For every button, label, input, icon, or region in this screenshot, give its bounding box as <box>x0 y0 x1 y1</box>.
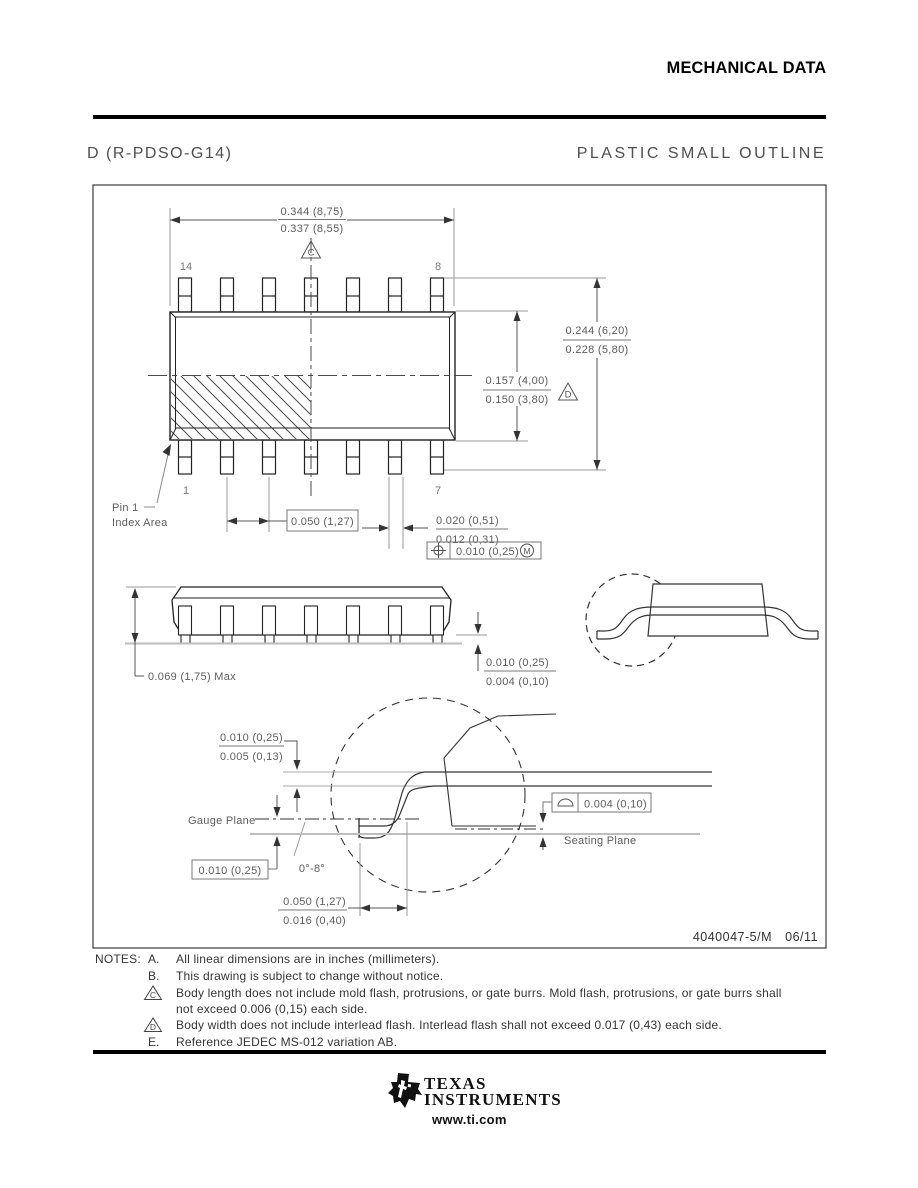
dim-lead-width <box>362 477 541 559</box>
svg-text:C: C <box>149 990 157 1000</box>
note-ref-c-letter: C <box>307 247 315 259</box>
dim-pitch <box>227 477 358 532</box>
pin-number-14: 14 <box>179 261 193 273</box>
texas-state-icon <box>388 1072 422 1109</box>
dim-overall-length-min-label: 0.337 (8,55) <box>280 223 344 235</box>
note-e-id: E. <box>148 1035 160 1049</box>
angle-line <box>294 822 305 856</box>
dim-lead-width-max-label: 0.020 (0,51) <box>436 515 499 527</box>
seating-plane-symbol-icon <box>558 799 573 806</box>
top-view <box>112 206 631 559</box>
note-a-text: All linear dimensions are in inches (millimeters). <box>176 952 440 966</box>
dim-lead-span-min-label: 0.228 (5,80) <box>565 344 629 356</box>
brand-line1: TEXAS <box>424 1074 487 1093</box>
dim-foot-length-min-label: 0.016 (0,40) <box>283 915 346 927</box>
mmc-modifier-letter: M <box>523 546 531 556</box>
dim-foot-length <box>278 822 407 927</box>
note-b-text: This drawing is subject to change without notice. <box>176 969 444 983</box>
dim-standoff-max-label: 0.010 (0,25) <box>486 657 549 669</box>
pin-number-1: 1 <box>182 485 190 497</box>
pin1-index-label <box>112 444 171 529</box>
end-left-lead <box>597 607 653 639</box>
flatness-frame <box>540 793 652 850</box>
end-view <box>586 574 818 666</box>
pin1-label-line2: Index Area <box>112 517 168 529</box>
note-c-text-line2: not exceed 0.006 (0,15) each side. <box>176 1002 368 1016</box>
dim-standoff-min-label: 0.004 (0,10) <box>486 676 549 688</box>
dim-lead-thickness-min-label: 0.005 (0,13) <box>220 751 283 763</box>
dim-body-width-min-label: 0.150 (3,80) <box>485 394 549 406</box>
flatness-tolerance-label: 0.004 (0,10) <box>584 798 647 811</box>
pin1-label-line1: Pin 1 <box>112 502 139 514</box>
dim-foot-length-max-label: 0.050 (1,27) <box>283 896 346 908</box>
angle-range-label: 0°-8° <box>298 863 326 875</box>
note-a-id: A. <box>148 952 160 966</box>
package-code: D (R-PDSO-G14) <box>87 145 233 162</box>
tolerance-position-label: 0.010 (0,25) <box>456 546 519 558</box>
dim-body-width-max-label: 0.157 (4,00) <box>485 375 549 387</box>
revision-date: 06/11 <box>785 930 818 944</box>
note-d-triangle-icon <box>143 1017 163 1033</box>
notes-heading: NOTES: <box>95 952 141 966</box>
dim-lead-thickness-max-label: 0.010 (0,25) <box>220 732 283 744</box>
pin1-index-hatch <box>171 376 311 439</box>
dim-gauge-to-seating <box>192 795 281 879</box>
dim-height-label: 0.069 (1,75) Max <box>148 671 236 683</box>
note-d-text: Body width does not include interlead flash. Interlead flash shall not exceed 0.017 (0,43) each side. <box>176 1018 722 1032</box>
page-title: MECHANICAL DATA <box>666 58 826 77</box>
dim-body-width <box>456 311 578 441</box>
footer-rule <box>93 1050 826 1054</box>
lead-detail-view <box>188 698 712 927</box>
pin-number-8: 8 <box>434 261 442 273</box>
dim-overall-length-max-label: 0.344 (8,75) <box>280 206 344 218</box>
package-name: PLASTIC SMALL OUTLINE <box>576 145 826 162</box>
svg-text:D: D <box>149 1022 157 1032</box>
note-b-id: B. <box>148 969 160 983</box>
dim-standoff <box>456 612 556 688</box>
end-right-lead <box>762 607 818 639</box>
dim-pitch-label: 0.050 (1,27) <box>291 516 354 528</box>
seating-plane-label: Seating Plane <box>564 835 637 847</box>
dim-gauge-to-seating-label: 0.010 (0,25) <box>198 865 262 877</box>
website-label: www.ti.com <box>432 1112 507 1127</box>
brand-line2: INSTRUMENTS <box>424 1090 562 1109</box>
pin-number-7: 7 <box>434 485 442 497</box>
note-e-text: Reference JEDEC MS-012 variation AB. <box>176 1035 398 1049</box>
note-ref-d-letter: D <box>564 389 572 401</box>
detail-lead-profile <box>359 772 712 838</box>
end-body <box>648 584 768 636</box>
drawing-number: 4040047-5/M <box>692 930 772 944</box>
side-view <box>125 587 556 688</box>
note-c-triangle-icon <box>143 985 163 1001</box>
dim-lead-span-max-label: 0.244 (6,20) <box>565 325 629 337</box>
gauge-plane-label: Gauge Plane <box>188 815 256 827</box>
dim-lead-width-min-label: 0.012 (0,31) <box>436 534 499 546</box>
note-c-text-line1: Body length does not include mold flash, protrusions, or gate burrs. Mold flash, protrusions, or gate burrs shall <box>176 986 782 1000</box>
pin1-leader-arrow <box>163 444 172 456</box>
